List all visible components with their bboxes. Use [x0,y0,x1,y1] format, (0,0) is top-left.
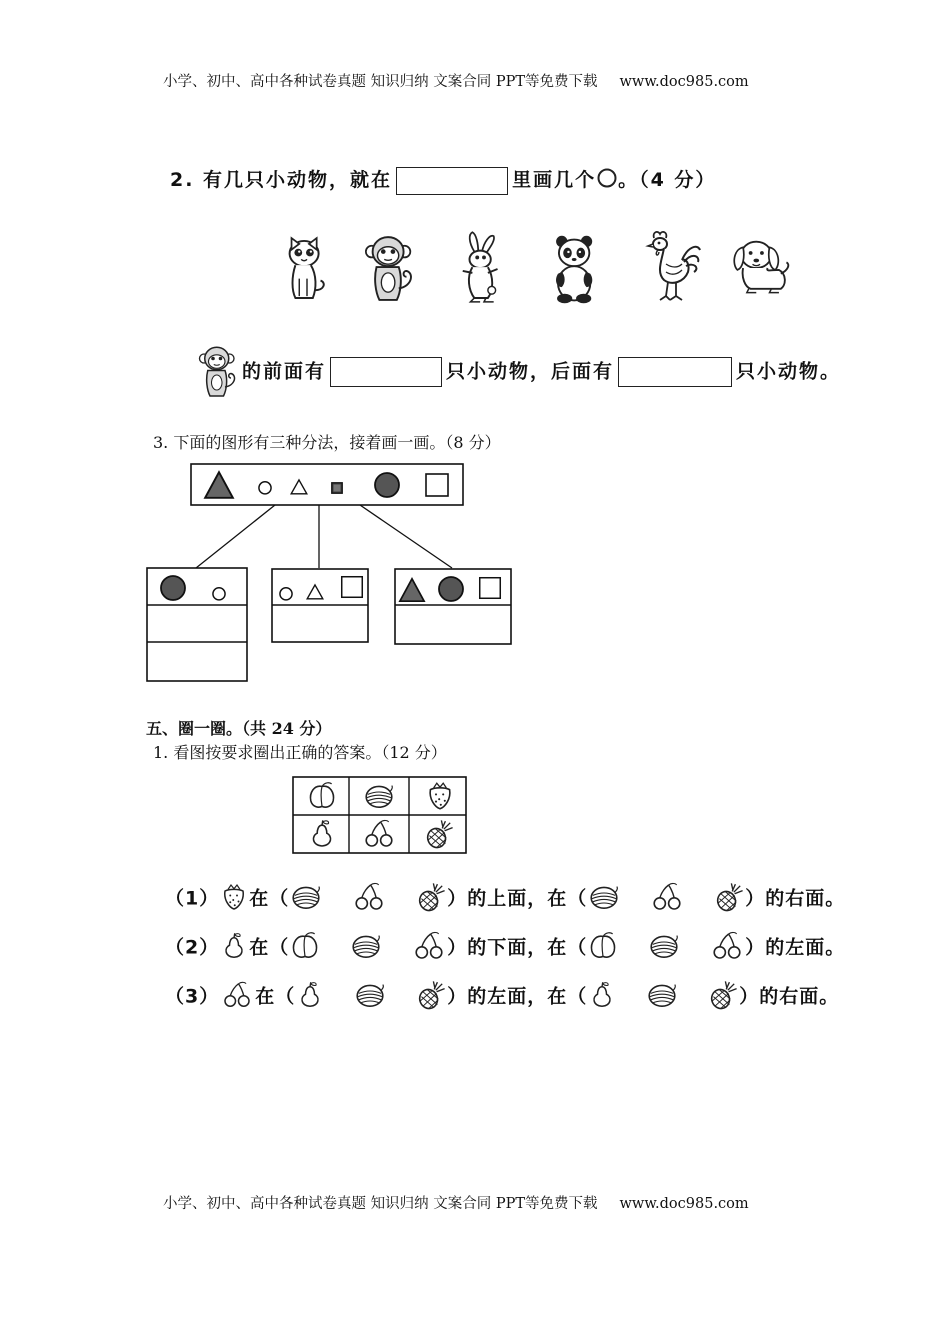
peach-icon[interactable] [289,930,321,962]
cherry-icon[interactable] [351,881,387,913]
cherry-icon[interactable] [411,930,447,962]
fruit-grid [292,775,468,855]
peach-icon[interactable] [587,930,619,962]
pineapple-icon[interactable] [415,979,447,1011]
watermelon-icon[interactable] [645,979,679,1011]
watermelon-icon[interactable] [353,979,387,1011]
connector-line [360,505,452,568]
q2-prompt-after: 里画几个 [512,169,597,191]
cherry-icon[interactable] [649,881,685,913]
strawberry-icon [219,882,249,912]
watermelon-icon[interactable] [647,930,681,962]
pineapple-icon[interactable] [713,881,745,913]
item-text: 在（ [249,887,290,910]
item-text: ）的上面，在（ [447,887,588,910]
filled-circle-icon [161,576,185,600]
footer-url[interactable]: www.doc985.com [619,1196,749,1212]
pear-icon [219,931,249,961]
pineapple-icon[interactable] [707,979,739,1011]
watermelon-icon[interactable] [289,881,323,913]
item-text: 在（ [249,936,290,959]
item-number: （2） [165,936,220,959]
pear-icon[interactable] [295,979,325,1011]
item-text: ）的左面。 [745,936,846,959]
q2-line-middle: 只小动物，后面有 [446,360,615,383]
square-icon [480,578,501,599]
q3-answer-row-2[interactable] [273,606,367,641]
section5-title: 五、圈一圈。（共 24 分） [146,719,332,738]
pear-icon[interactable] [587,979,617,1011]
item-text: ）的下面，在（ [447,936,588,959]
watermelon-icon[interactable] [587,881,621,913]
item-text: ）的右面。 [745,887,846,910]
section5-item-2 [165,930,845,962]
section5-item-3 [165,979,839,1011]
square-icon [426,474,448,496]
item-text: ）的右面。 [739,985,840,1008]
cherry-icon[interactable] [709,930,745,962]
square-icon [342,577,363,598]
pineapple-icon[interactable] [415,881,447,913]
q2-line-before: 的前面有 [242,360,327,383]
circle-icon [259,482,271,494]
item-text: 在（ [255,985,296,1008]
q2-prompt-before: 2. 有几只小动物，就在 [170,169,393,191]
q2-score: 。（4 分） [618,169,717,191]
watermelon-icon[interactable] [349,930,383,962]
q3-answer-row-3[interactable] [396,606,510,643]
page-footer [163,1192,749,1213]
q3-answer-row-1b[interactable] [148,643,246,680]
circle-icon [213,588,225,600]
header-url[interactable]: www.doc985.com [619,74,749,90]
q3-title: 3. 下面的图形有三种分法，接着画一画。（8 分） [153,433,501,452]
item-text: ）的左面，在（ [447,985,588,1008]
filled-circle-icon [375,473,399,497]
circle-icon [280,588,292,600]
connector-line [196,505,275,568]
q2-line-end: 只小动物。 [736,360,842,383]
filled-square-icon [332,483,342,493]
item-number: （3） [165,985,220,1008]
section5-q1-title: 1. 看图按要求圈出正确的答案。（12 分） [153,743,447,762]
q3-answer-row-1a[interactable] [148,606,246,641]
q3-top-box [191,464,463,505]
item-number: （1） [165,887,220,910]
footer-text: 小学、初中、高中各种试卷真题 知识归纳 文案合同 PPT等免费下载 [163,1196,598,1212]
filled-circle-icon [439,577,463,601]
header-text: 小学、初中、高中各种试卷真题 知识归纳 文案合同 PPT等免费下载 [163,74,598,90]
cherry-icon [219,980,255,1010]
section5-item-1 [165,881,845,913]
